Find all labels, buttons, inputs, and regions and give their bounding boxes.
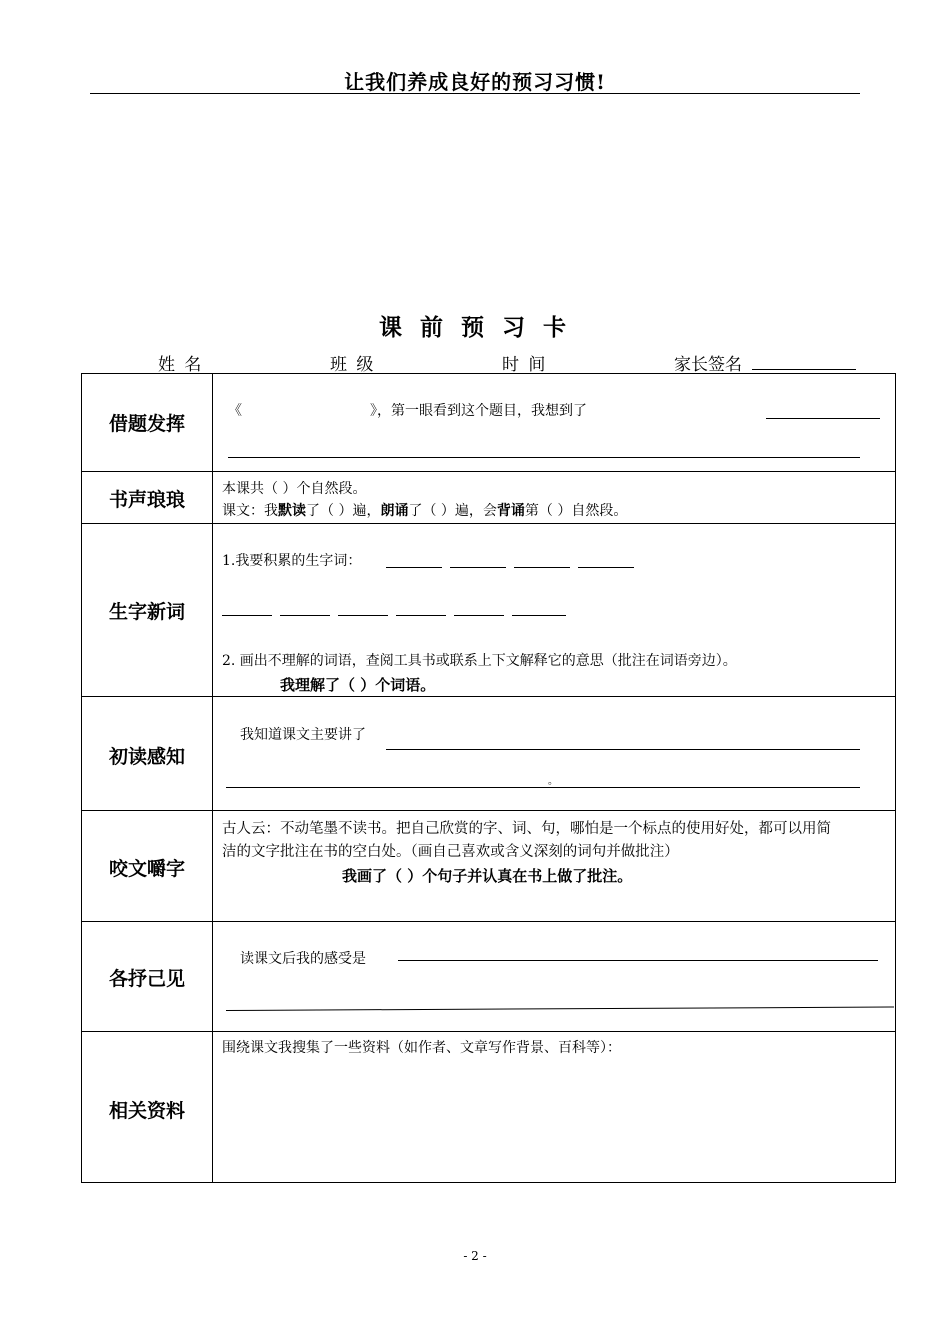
field-parent-sign-label: 家长签名 — [674, 355, 742, 375]
new-words-item2: 2. 画出不理解的词语，查阅工具书或联系上下文解释它的意思（批注在词语旁边）。 — [222, 653, 737, 669]
word-blank[interactable] — [450, 567, 506, 568]
parent-sign-line[interactable] — [752, 369, 856, 370]
text-part: 了（ ）遍，会 — [408, 503, 497, 519]
row-divider — [81, 810, 896, 811]
text-part: 了（ ）遍， — [306, 503, 381, 519]
row-divider — [81, 523, 896, 524]
table-column-divider — [212, 373, 213, 1183]
word-blank[interactable] — [512, 615, 566, 616]
new-words-item1: 1.我要积累的生字词： — [222, 553, 362, 569]
row-divider — [81, 1031, 896, 1032]
text-part-bold: 朗诵 — [380, 503, 409, 519]
materials-text: 围绕课文我搜集了一些资料（如作者、文章写作背景、百科等）： — [222, 1040, 621, 1056]
field-name-label: 姓 名 — [158, 355, 204, 375]
end-period: 。 — [548, 776, 558, 787]
reading-count-text — [222, 500, 627, 520]
text-part-bold: 默读 — [278, 503, 306, 519]
section-label-savor: 咬文嚼字 — [108, 858, 185, 880]
savor-line2: 洁的文字批注在书的空白处。（画自己喜欢或含义深刻的词句并做批注） — [222, 844, 679, 860]
section-label-first-read: 初读感知 — [108, 746, 185, 768]
row-divider — [81, 921, 896, 922]
sentence-count-text: 我画了（ ）个句子并认真在书上做了批注。 — [342, 867, 633, 885]
row-divider — [81, 696, 896, 697]
title-open-bracket: 《 — [228, 403, 242, 419]
understood-count-text: 我理解了（ ）个词语。 — [280, 676, 436, 694]
answer-line[interactable] — [386, 749, 860, 750]
title-inspire-text: 》，第一眼看到这个题目，我想到了 — [370, 403, 587, 419]
answer-line[interactable] — [228, 457, 860, 458]
header-rule — [90, 93, 860, 94]
page-number: - 2 - — [463, 1249, 487, 1263]
paragraph-count-text: 本课共（ ）个自然段。 — [222, 481, 367, 497]
text-part: 第（ ）自然段。 — [524, 503, 628, 519]
word-blank[interactable] — [338, 615, 388, 616]
section-label-title-inspire: 借题发挥 — [108, 413, 185, 435]
answer-line[interactable] — [398, 960, 878, 961]
word-blank[interactable] — [222, 615, 272, 616]
section-label-opinions: 各抒己见 — [108, 968, 185, 990]
word-blank[interactable] — [454, 615, 504, 616]
word-blank[interactable] — [514, 567, 570, 568]
row-divider — [81, 471, 896, 472]
answer-line[interactable] — [766, 418, 880, 419]
text-part-bold: 背诵 — [496, 503, 525, 519]
section-label-materials: 相关资料 — [108, 1100, 185, 1122]
word-blank[interactable] — [578, 567, 634, 568]
text-part: 课文：我 — [222, 503, 278, 519]
answer-line[interactable] — [226, 787, 860, 788]
field-class-label: 班 级 — [330, 355, 376, 375]
field-time-label: 时 间 — [502, 355, 548, 375]
card-title: 课 前 预 习 卡 — [378, 315, 572, 341]
section-label-reading-aloud: 书声琅琅 — [108, 489, 185, 511]
word-blank[interactable] — [280, 615, 330, 616]
opinions-text: 读课文后我的感受是 — [240, 951, 366, 967]
header-slogan: 让我们养成良好的预习习惯! — [344, 70, 606, 94]
savor-line1: 古人云：不动笔墨不读书。把自己欣赏的字、词、句，哪怕是一个标点的使用好处，都可以用简 — [222, 821, 831, 837]
word-blank[interactable] — [386, 567, 442, 568]
section-label-new-words: 生字新词 — [108, 601, 185, 623]
first-read-text: 我知道课文主要讲了 — [240, 727, 366, 743]
word-blank[interactable] — [396, 615, 446, 616]
